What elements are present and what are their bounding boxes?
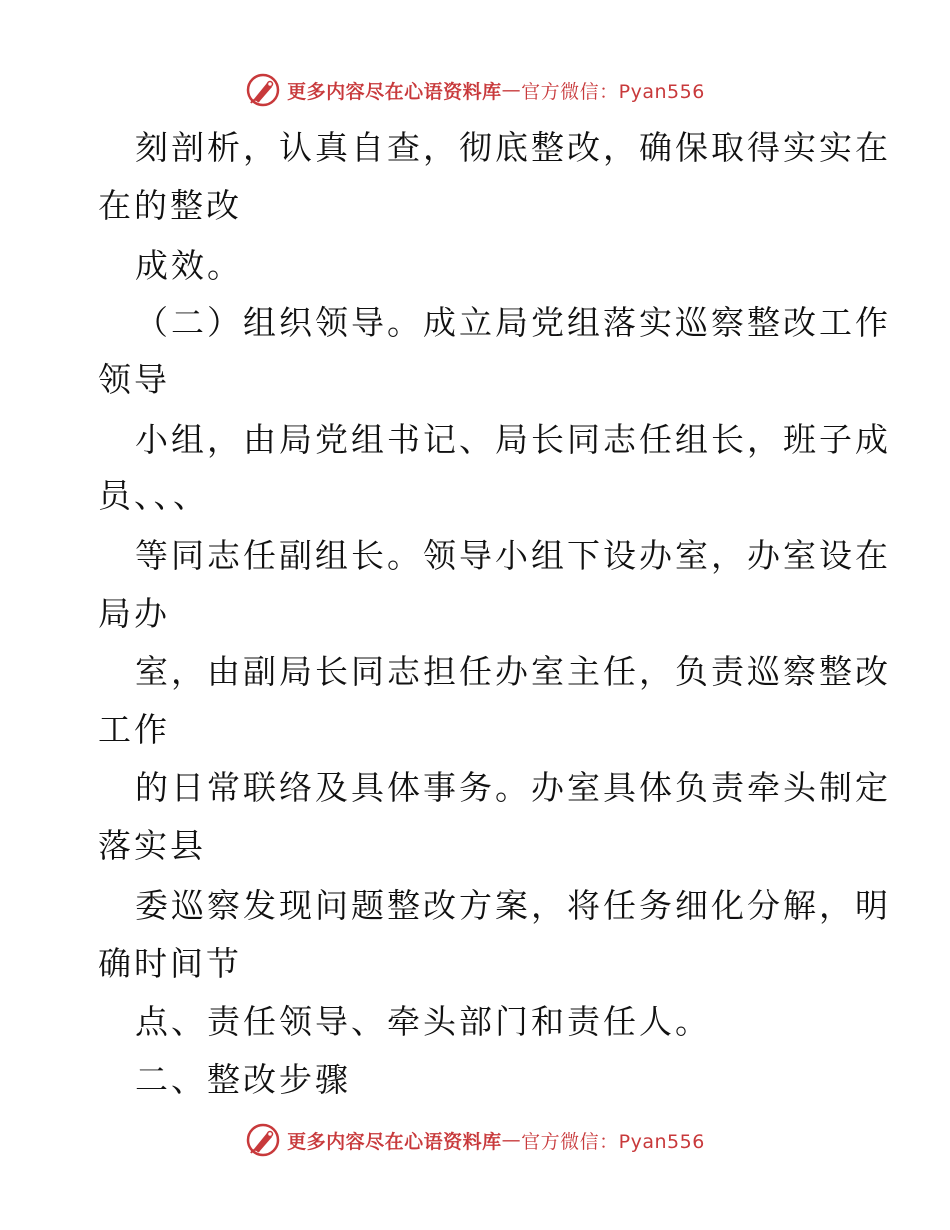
footer-watermark [0,1120,950,1160]
header-wechat-text: 官方微信：Pyan556 [521,80,705,103]
text-line: 委巡察发现问题整改方案，将任务细化分解，明 [135,886,891,925]
text-line: 刻剖析，认真自查，彻底整改，确保取得实实在 [135,128,891,167]
text-line: 室，由副局长同志担任办室主任，负责巡察整改 [135,652,891,691]
text-line: 点、责任领导、牵头部门和责任人。 [135,1002,711,1041]
section-heading: 二、整改步骤 [135,1060,351,1099]
text-line: 确时间节 [98,944,242,983]
footer-separator: — [501,1129,522,1151]
header-separator: — [501,79,522,101]
pen-nib-logo-icon [245,1122,281,1158]
text-line: 在的整改 [98,186,242,225]
footer-wechat-text: 官方微信：Pyan556 [521,1130,705,1153]
header-watermark [0,70,950,110]
text-line: 等同志任副组长。领导小组下设办室，办室设在 [135,536,891,575]
text-line: 落实县 [98,826,206,865]
text-line: 领导 [98,360,170,399]
footer-brand-text: 更多内容尽在心语资料库 [287,1130,502,1153]
text-line: （二）组织领导。成立局党组落实巡察整改工作 [135,303,891,342]
header-brand-text: 更多内容尽在心语资料库 [287,80,502,103]
text-line: 成效。 [135,246,243,285]
text-line: 小组，由局党组书记、局长同志任组长，班子成 [135,420,891,459]
pen-nib-logo-icon [245,72,281,108]
text-line: 工作 [98,710,170,749]
text-line: 员、、、 [98,476,209,515]
text-line: 的日常联络及具体事务。办室具体负责牵头制定 [135,768,891,807]
text-line: 局办 [98,594,170,633]
